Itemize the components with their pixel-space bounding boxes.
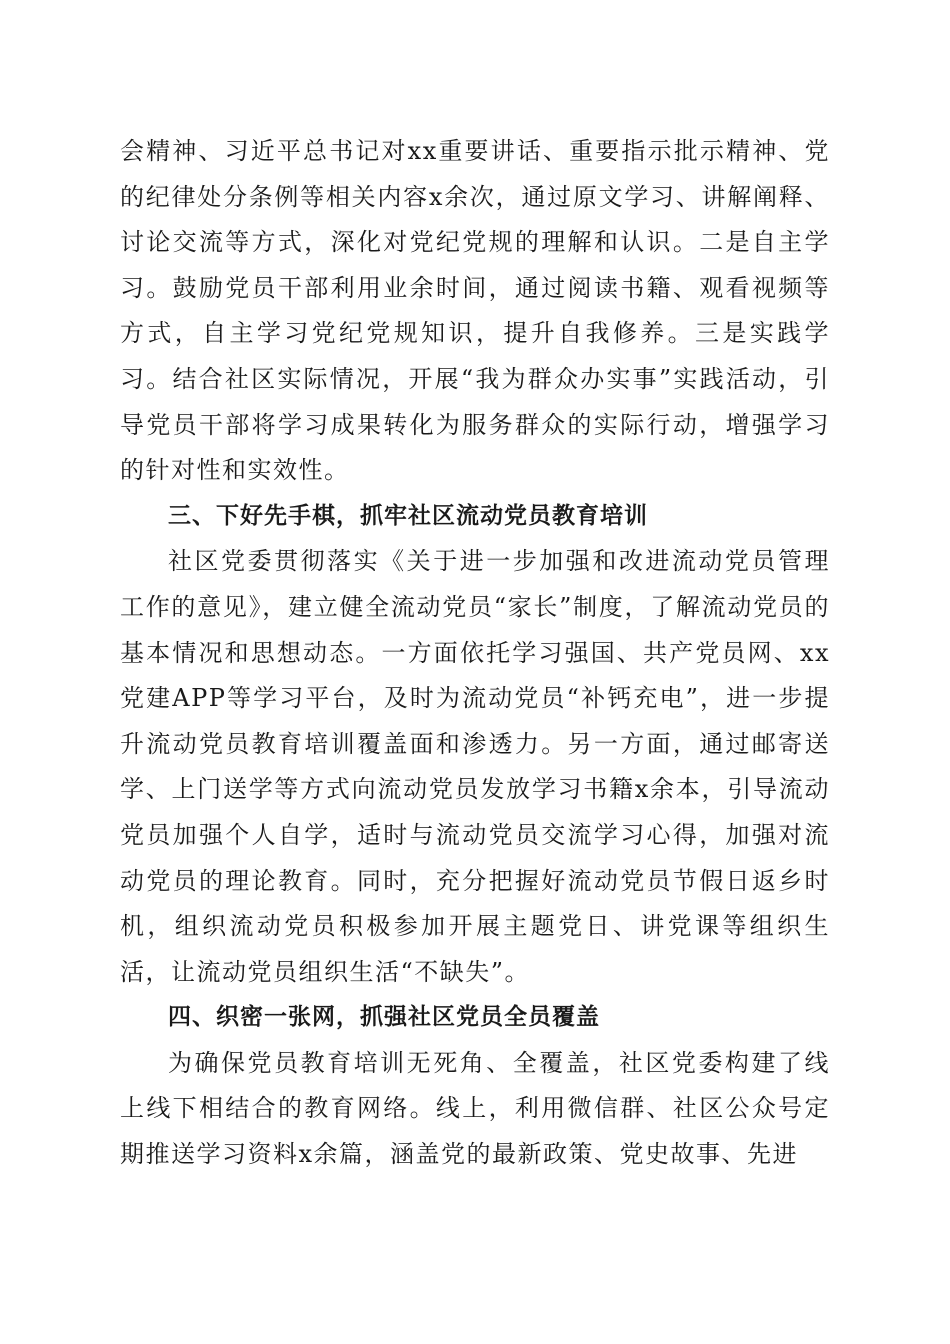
paragraph-continuation: 会精神、习近平总书记对xx重要讲话、重要指示批示精神、党的纪律处分条例等相关内容x余次，通过原文学习、讲解阐释、讨论交流等方式，深化对党纪党规的理解和认识。二是自主学习。鼓励党员干部利用业余时间，通过阅读书籍、观看视频等方式，自主学习党纪党规知识，提升自我修养。三是实践学习。结合社区实际情况，开展“我为群众办实事”实践活动，引导党员干部将学习成果转化为服务群众的实际行动，增强学习的针对性和实效性。 [120,137,830,485]
section-heading-4: 四、织密一张网，抓强社区党员全员覆盖 [168,1004,600,1031]
paragraph-mobile-members: 社区党委贯彻落实《关于进一步加强和改进流动党员管理工作的意见》，建立健全流动党员“家长”制度，了解流动党员的基本情况和思想动态。一方面依托学习强国、共产党员网、xx党建APP等学习平台，及时为流动党员“补钙充电”，进一步提升流动党员教育培训覆盖面和渗透力。另一方面，通过邮寄送学、上门送学等方式向流动党员发放学习书籍x余本，引导流动党员加强个人自学，适时与流动党员交流学习心得，加强对流动党员的理论教育。同时，充分把握好流动党员节假日返乡时机，组织流动党员积极参加开展主题党日、讲党课等组织生活，让流动党员组织生活“不缺失”。 [120,547,830,986]
paragraph-full-coverage: 为确保党员教育培训无死角、全覆盖，社区党委构建了线上线下相结合的教育网络。线上，利用微信群、社区公众号定期推送学习资料x余篇，涵盖党的最新政策、党史故事、先进 [120,1048,830,1169]
document-body [120,129,830,1178]
section-heading-3: 三、下好先手棋，抓牢社区流动党员教育培训 [168,502,648,529]
